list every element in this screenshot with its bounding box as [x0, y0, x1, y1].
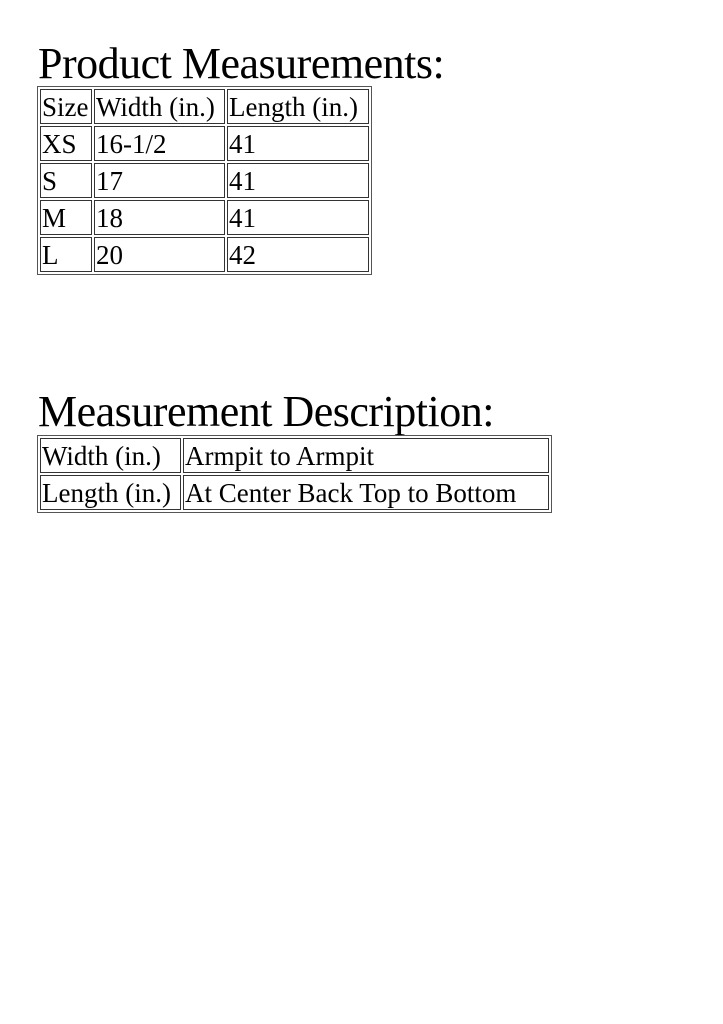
header-length: Length (in.) — [227, 89, 369, 124]
cell-length: 41 — [227, 200, 369, 235]
table-row — [40, 163, 369, 198]
product-measurements-table — [37, 86, 372, 275]
cell-length: 41 — [227, 163, 369, 198]
cell-measurement-description: Armpit to Armpit — [183, 438, 549, 473]
table-row — [40, 126, 369, 161]
cell-width: 20 — [94, 237, 225, 272]
table-row — [40, 438, 549, 473]
cell-size: M — [40, 200, 92, 235]
cell-length: 41 — [227, 126, 369, 161]
cell-width: 16-1/2 — [94, 126, 225, 161]
header-width: Width (in.) — [94, 89, 225, 124]
table-row — [40, 475, 549, 510]
cell-measurement-label: Length (in.) — [40, 475, 181, 510]
table-header-row — [40, 89, 369, 124]
cell-measurement-label: Width (in.) — [40, 438, 181, 473]
table-row — [40, 200, 369, 235]
product-measurements-title: Product Measurements: — [38, 39, 445, 88]
measurement-description-title: Measurement Description: — [38, 387, 494, 436]
cell-size: S — [40, 163, 92, 198]
table-row — [40, 237, 369, 272]
cell-size: L — [40, 237, 92, 272]
cell-size: XS — [40, 126, 92, 161]
cell-width: 18 — [94, 200, 225, 235]
cell-measurement-description: At Center Back Top to Bottom — [183, 475, 549, 510]
cell-width: 17 — [94, 163, 225, 198]
measurement-description-table — [37, 435, 552, 513]
cell-length: 42 — [227, 237, 369, 272]
header-size: Size — [40, 89, 92, 124]
